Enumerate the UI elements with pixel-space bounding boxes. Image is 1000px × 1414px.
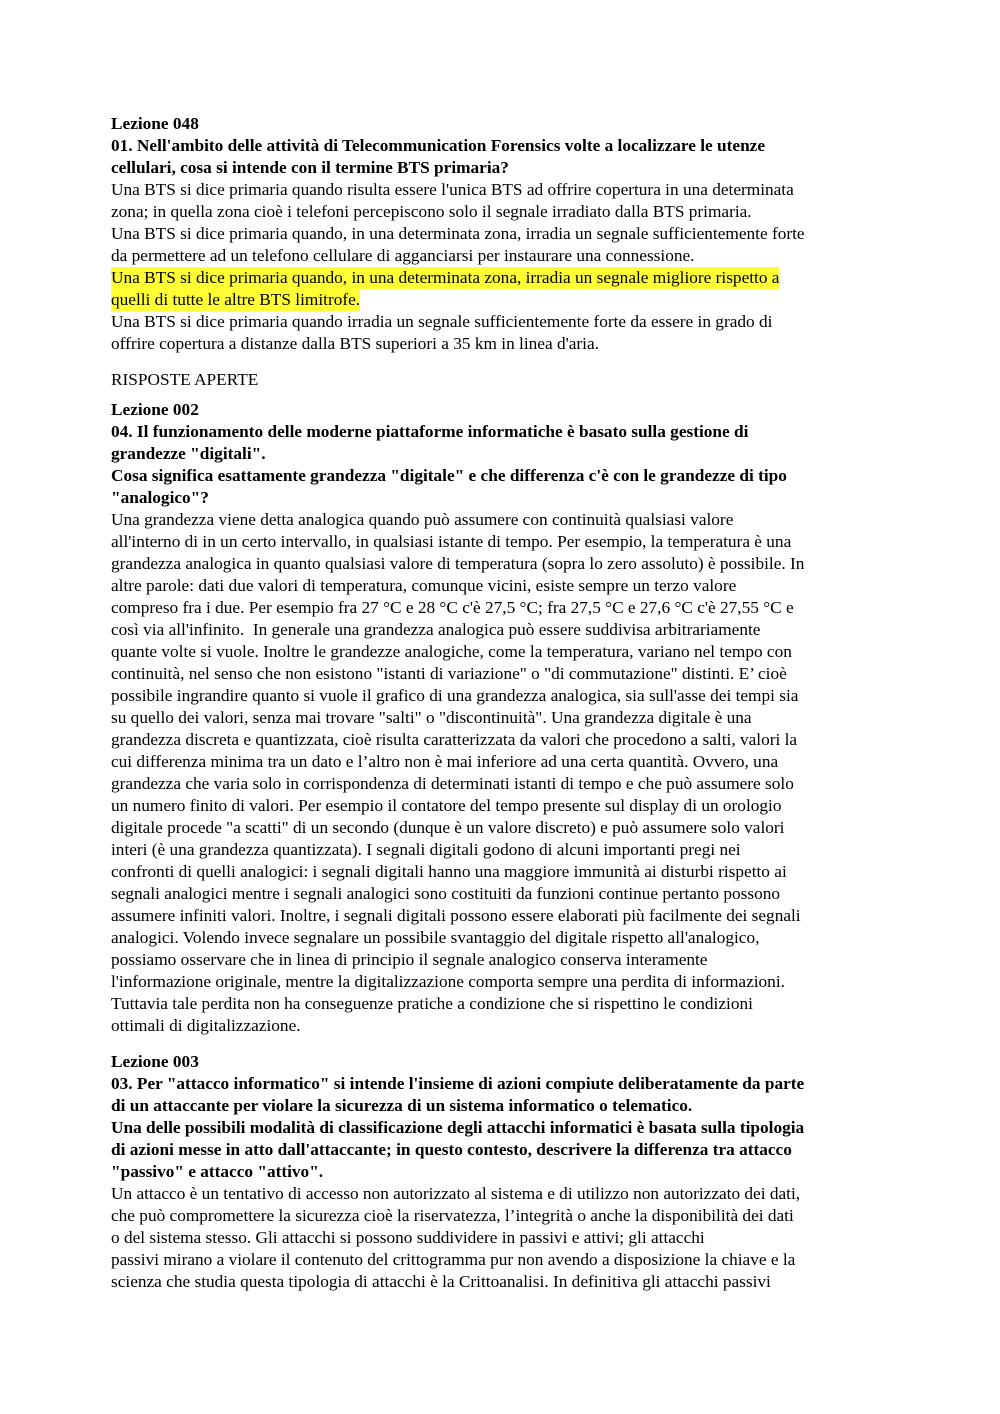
answer-option-3-highlighted <box>111 267 901 311</box>
open-answers-heading: RISPOSTE APERTE <box>111 370 259 389</box>
question-text: 04. Il funzionamento delle moderne piattaforme informatiche è basato sulla gestione di grandezze "digitali". Cosa significa esattamente grandezza "digitale" e che differenza c'è con le grandezze di tipo "analogico"? <box>111 422 787 507</box>
answer-text: Un attacco è un tentativo di accesso non autorizzato al sistema e di utilizzo non autorizzato dei dati, che può compromettere la sicurezza cioè la riservatezza, l’integrità o anche la disponibilità dei dati o del sistema stesso. Gli attacchi si possono suddividere in passivi e attivi; gli attacchi passivi mirano a violare il contenuto del crittogramma pur non avendo a disposizione la chiave e la scienza che studia questa tipologia di attacchi è la Crittoanalisi. In definitiva gli attacchi passivi <box>111 1184 801 1291</box>
lesson-title: Lezione 048 <box>111 114 199 133</box>
answer-text: Una grandezza viene detta analogica quando può assumere con continuità qualsiasi valore all'interno di in un certo intervallo, in qualsiasi istante di tempo. Per esempio, la temperatura è una grandezza analogica in quanto qualsiasi valore di temperatura (sopra lo zero assoluto) è possibile. In altre parole: dati due valori di temperatura, comunque vicini, esiste sempre un terzo valore compreso fra i due. Per esempio fra 27 °C e 28 °C c'è 27,5 °C; fra 27,5 °C e 27,6 °C c'è 27,55 °C e così via all'infinito. In generale una grandezza analogica può essere suddivisa arbitrariamente quante volte si vuole. Inoltre le grandezze analogiche, come la temperatura, variano nel tempo con continuità, nel senso che non esistono "istanti di variazione" o "di commutazione" distinti. E’ cioè possibile ingrandire quanto si vuole il grafico di una grandezza analogica, sia sull'asse dei tempi sia su quello dei valori, senza mai trovare "salti" o "discontinuità". Una grandezza digitale è una grandezza discreta e quantizzata, cioè risulta caratterizzata da valori che procedono a salti, valori la cui differenza minima tra un dato e l’altro non è mai inferiore ad una certa quantità. Ovvero, una grandezza che varia solo in corrispondenza di determinati istanti di tempo e che può assumere solo un numero finito di valori. Per esempio il contatore del tempo presente sul display di un orologio digitale procede "a scatti" di un secondo (dunque è un valore discreto) e può assumere solo valori interi (è una grandezza quantizzata). I segnali digitali godono di alcuni importanti pregi nei confronti di quelli analogici: i segnali digitali hanno una maggiore immunità ai disturbi rispetto ai segnali analogici mentre i segnali analogici sono costituiti da funzioni continue pertanto possono assumere infiniti valori. Inoltre, i segnali digitali possono essere elaborati più facilmente dei segnali analogici. Volendo invece segnalare un possibile svantaggio del digitale rispetto all'analogico, possiamo osservare che in linea di principio il segnale analogico conserva interamente l'informazione originale, mentre la digitalizzazione comporta sempre una perdita di informazioni. Tuttavia tale perdita non ha conseguenze pratiche a condizione che si rispettino le condizioni ottimali di digitalizzazione. <box>111 510 805 1035</box>
lesson-title: Lezione 003 <box>111 1052 199 1071</box>
answer-option-4: Una BTS si dice primaria quando irradia un segnale sufficientemente forte da essere in grado di offrire copertura a distanze dalla BTS superiori a 35 km in linea d'aria. <box>111 312 773 353</box>
section-lezione-002 <box>111 399 901 1037</box>
highlighted-text: Una BTS si dice primaria quando, in una determinata zona, irradia un segnale migliore rispetto a <box>111 268 780 287</box>
highlighted-text: quelli di tutte le altre BTS limitrofe. <box>111 290 361 309</box>
lesson-title: Lezione 002 <box>111 400 199 419</box>
section-lezione-048 <box>111 113 901 355</box>
document-page <box>111 113 901 1293</box>
section-lezione-003 <box>111 1051 901 1293</box>
question-text: 01. Nell'ambito delle attività di Telecommunication Forensics volte a localizzare le utenze cellulari, cosa si intende con il termine BTS primaria? <box>111 136 766 177</box>
answer-option-2: Una BTS si dice primaria quando, in una determinata zona, irradia un segnale sufficientemente forte da permettere ad un telefono cellulare di agganciarsi per instaurare una connessione. <box>111 224 805 265</box>
answer-option-1: Una BTS si dice primaria quando risulta essere l'unica BTS ad offrire copertura in una determinata zona; in quella zona cioè i telefoni percepiscono solo il segnale irradiato dalla BTS primaria. <box>111 180 794 221</box>
question-text: 03. Per "attacco informatico" si intende l'insieme di azioni compiute deliberatamente da parte di un attaccante per violare la sicurezza di un sistema informatico o telematico. Una delle possibili modalità di classificazione degli attacchi informatici è basata sulla tipologia di azioni messe in atto dall'attaccante; in questo contesto, descrivere la differenza tra attacco "passivo" e attacco "attivo". <box>111 1074 805 1181</box>
